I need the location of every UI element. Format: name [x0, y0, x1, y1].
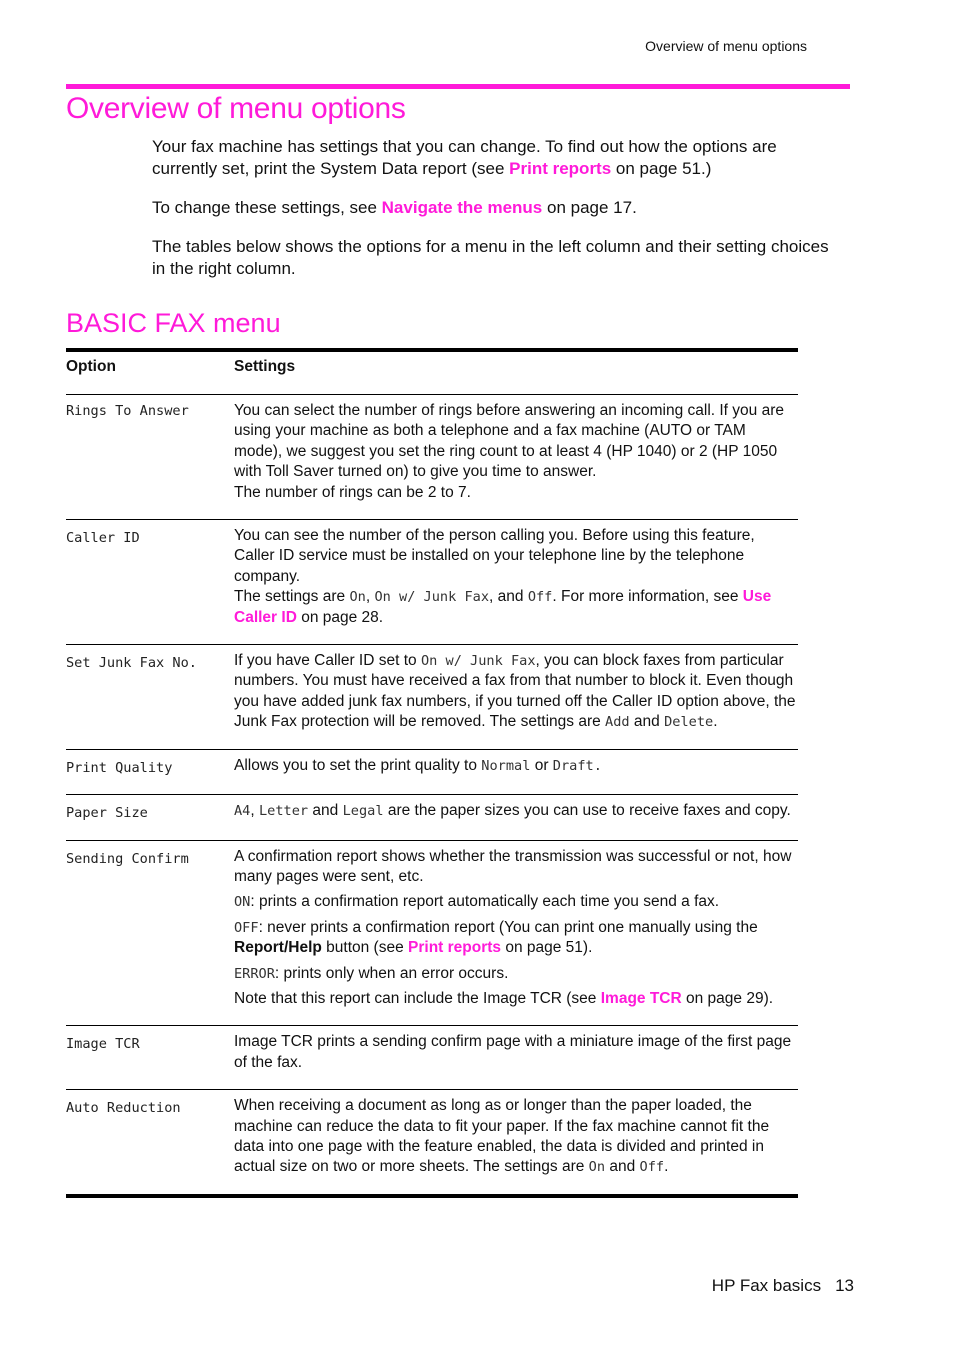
junk-text-c: and [629, 713, 665, 731]
intro-paragraph-2 [152, 197, 832, 219]
print-reports-link-2[interactable]: Print reports [408, 939, 502, 957]
image-tcr-link[interactable]: Image TCR [600, 989, 682, 1007]
quality-text-a: Allows you to set the print quality to [234, 756, 482, 774]
table-header-row [66, 350, 798, 395]
option-auto-reduction: Auto Reduction [66, 1090, 234, 1196]
table-row [66, 395, 798, 520]
junk-value-delete: Delete [664, 714, 714, 731]
junk-text-a: If you have Caller ID set to [234, 652, 421, 670]
settings-set-junk-fax [234, 645, 798, 750]
print-reports-link[interactable]: Print reports [509, 159, 612, 178]
settings-sending-confirm [234, 840, 798, 1026]
table-row [66, 749, 798, 794]
sending-error-text: : prints only when an error occurs. [274, 964, 509, 982]
option-rings-to-answer: Rings To Answer [66, 395, 234, 520]
navigate-menus-link[interactable]: Navigate the menus [381, 198, 543, 217]
paper-text-b: and [308, 802, 343, 820]
use-caller-id-link[interactable]: Use Caller ID [234, 588, 772, 626]
caller-text: You can see the number of the person calling you. Before using this feature, Caller ID service must be installed on your telephone line by the telephone company. [234, 527, 755, 585]
running-head: Overview of menu options [645, 38, 807, 54]
page-title: Overview of menu options [66, 92, 406, 125]
sending-value-off: OFF [234, 919, 259, 936]
caller-text-c: , and [489, 588, 528, 606]
auto-value-off: Off [639, 1159, 665, 1176]
caller-value-on: On [349, 589, 366, 606]
settings-auto-reduction [234, 1090, 798, 1196]
caller-text-b: , [365, 588, 375, 606]
table-row [66, 520, 798, 645]
basic-fax-menu-table [66, 348, 798, 1198]
sending-note-b: on page 29). [681, 989, 774, 1007]
quality-value-normal: Normal [481, 757, 531, 774]
intro-p1-text-a: Your fax machine has settings that you can change. To find out how the options are currently set, print the System Data report (see [152, 137, 777, 178]
table-row [66, 1026, 798, 1090]
settings-image-tcr: Image TCR prints a sending confirm page with a miniature image of the first page of the fax. [234, 1026, 798, 1090]
intro-p1-text-b: on page 51.) [611, 159, 712, 178]
option-paper-size: Paper Size [66, 795, 234, 840]
sending-off-text-a: : never prints a confirmation report (You can print one manually using the [258, 918, 758, 936]
option-caller-id: Caller ID [66, 520, 234, 645]
table-row [66, 795, 798, 840]
rings-text: You can select the number of rings before answering an incoming call. If you are using your machine as both a telephone and a fax machine (AUTO or TAM mode), we suggest you set the ring count to at least 4 (HP 1040) or 2 (HP 1050 with Toll Saver turned on) to give you time to answer. [234, 402, 784, 481]
paper-text-a: , [250, 802, 259, 820]
sending-note-line [234, 989, 798, 1009]
option-print-quality: Print Quality [66, 749, 234, 794]
caller-text-d: . For more information, see [552, 588, 743, 606]
caller-text-a: The settings are [234, 588, 350, 606]
auto-text-b: and [605, 1158, 640, 1176]
sending-off-text-b: button (see [321, 939, 409, 957]
table-row [66, 840, 798, 1026]
intro-paragraph-3: The tables below shows the options for a menu in the left column and their setting choices in the right column. [152, 237, 829, 278]
caller-text-e: on page 28. [296, 608, 384, 626]
settings-column-header: Settings [234, 350, 798, 395]
option-set-junk-fax: Set Junk Fax No. [66, 645, 234, 750]
caller-value-junk: On w/ Junk Fax [374, 589, 490, 606]
sending-on-text: : prints a confirmation report automatically each time you send a fax. [250, 893, 720, 911]
intro-p2-text-b: on page 17. [542, 198, 637, 217]
settings-paper-size [234, 795, 798, 840]
intro-text [152, 136, 832, 297]
table-row [66, 645, 798, 750]
option-sending-confirm: Sending Confirm [66, 840, 234, 1026]
paper-text-c: are the paper sizes you can use to receive faxes and copy. [383, 802, 791, 820]
caller-value-off: Off [527, 589, 553, 606]
sending-value-on: ON [234, 894, 251, 911]
sending-off-line [234, 918, 798, 959]
paper-value-a4: A4 [234, 803, 251, 820]
option-column-header: Option [66, 350, 234, 395]
section-title: BASIC FAX menu [66, 308, 281, 338]
settings-print-quality [234, 749, 798, 794]
junk-text-d: . [713, 713, 718, 731]
paper-value-letter: Letter [259, 803, 309, 820]
rings-range-text: The number of rings can be 2 to 7. [234, 483, 471, 501]
intro-p2-text-a: To change these settings, see [152, 198, 382, 217]
option-image-tcr: Image TCR [66, 1026, 234, 1090]
sending-on-line [234, 892, 798, 912]
auto-text-a: When receiving a document as long as or longer than the paper loaded, the machine can reduce the data to fit your paper. If the fax machine cannot fit the data into one page with the feature enabled, the data is divided and printed in actual size on two or more sheets. The settings are [234, 1097, 770, 1176]
intro-paragraph-1 [152, 136, 832, 180]
footer-label: HP Fax basics [711, 1276, 822, 1295]
report-help-button-label: Report/Help [234, 939, 322, 957]
quality-value-draft: Draft. [552, 757, 602, 774]
sending-off-text-c: on page 51). [501, 939, 593, 957]
junk-value-junk: On w/ Junk Fax [420, 653, 536, 670]
sending-intro: A confirmation report shows whether the transmission was successful or not, how many pages were sent, etc. [234, 847, 792, 885]
junk-text-b: , you can block faxes from particular numbers. You must have received a fax from that number to block it. Even though you have added junk fax numbers, if you turned off the Caller ID option above, the Junk Fax protection will be removed. The settings are [234, 652, 796, 731]
paper-value-legal: Legal [342, 803, 384, 820]
auto-text-c: . [664, 1158, 669, 1176]
auto-value-on: On [588, 1159, 606, 1176]
page-number: 13 [835, 1276, 854, 1295]
sending-note-a: Note that this report can include the Image TCR (see [234, 989, 601, 1007]
table-row [66, 1090, 798, 1196]
settings-caller-id [234, 520, 798, 645]
header-rule [66, 84, 850, 89]
settings-rings-to-answer [234, 395, 798, 520]
quality-text-b: or [530, 756, 553, 774]
junk-value-add: Add [605, 714, 630, 731]
sending-value-error: ERROR [234, 965, 275, 982]
page-footer [712, 1276, 854, 1296]
sending-error-line [234, 964, 798, 984]
